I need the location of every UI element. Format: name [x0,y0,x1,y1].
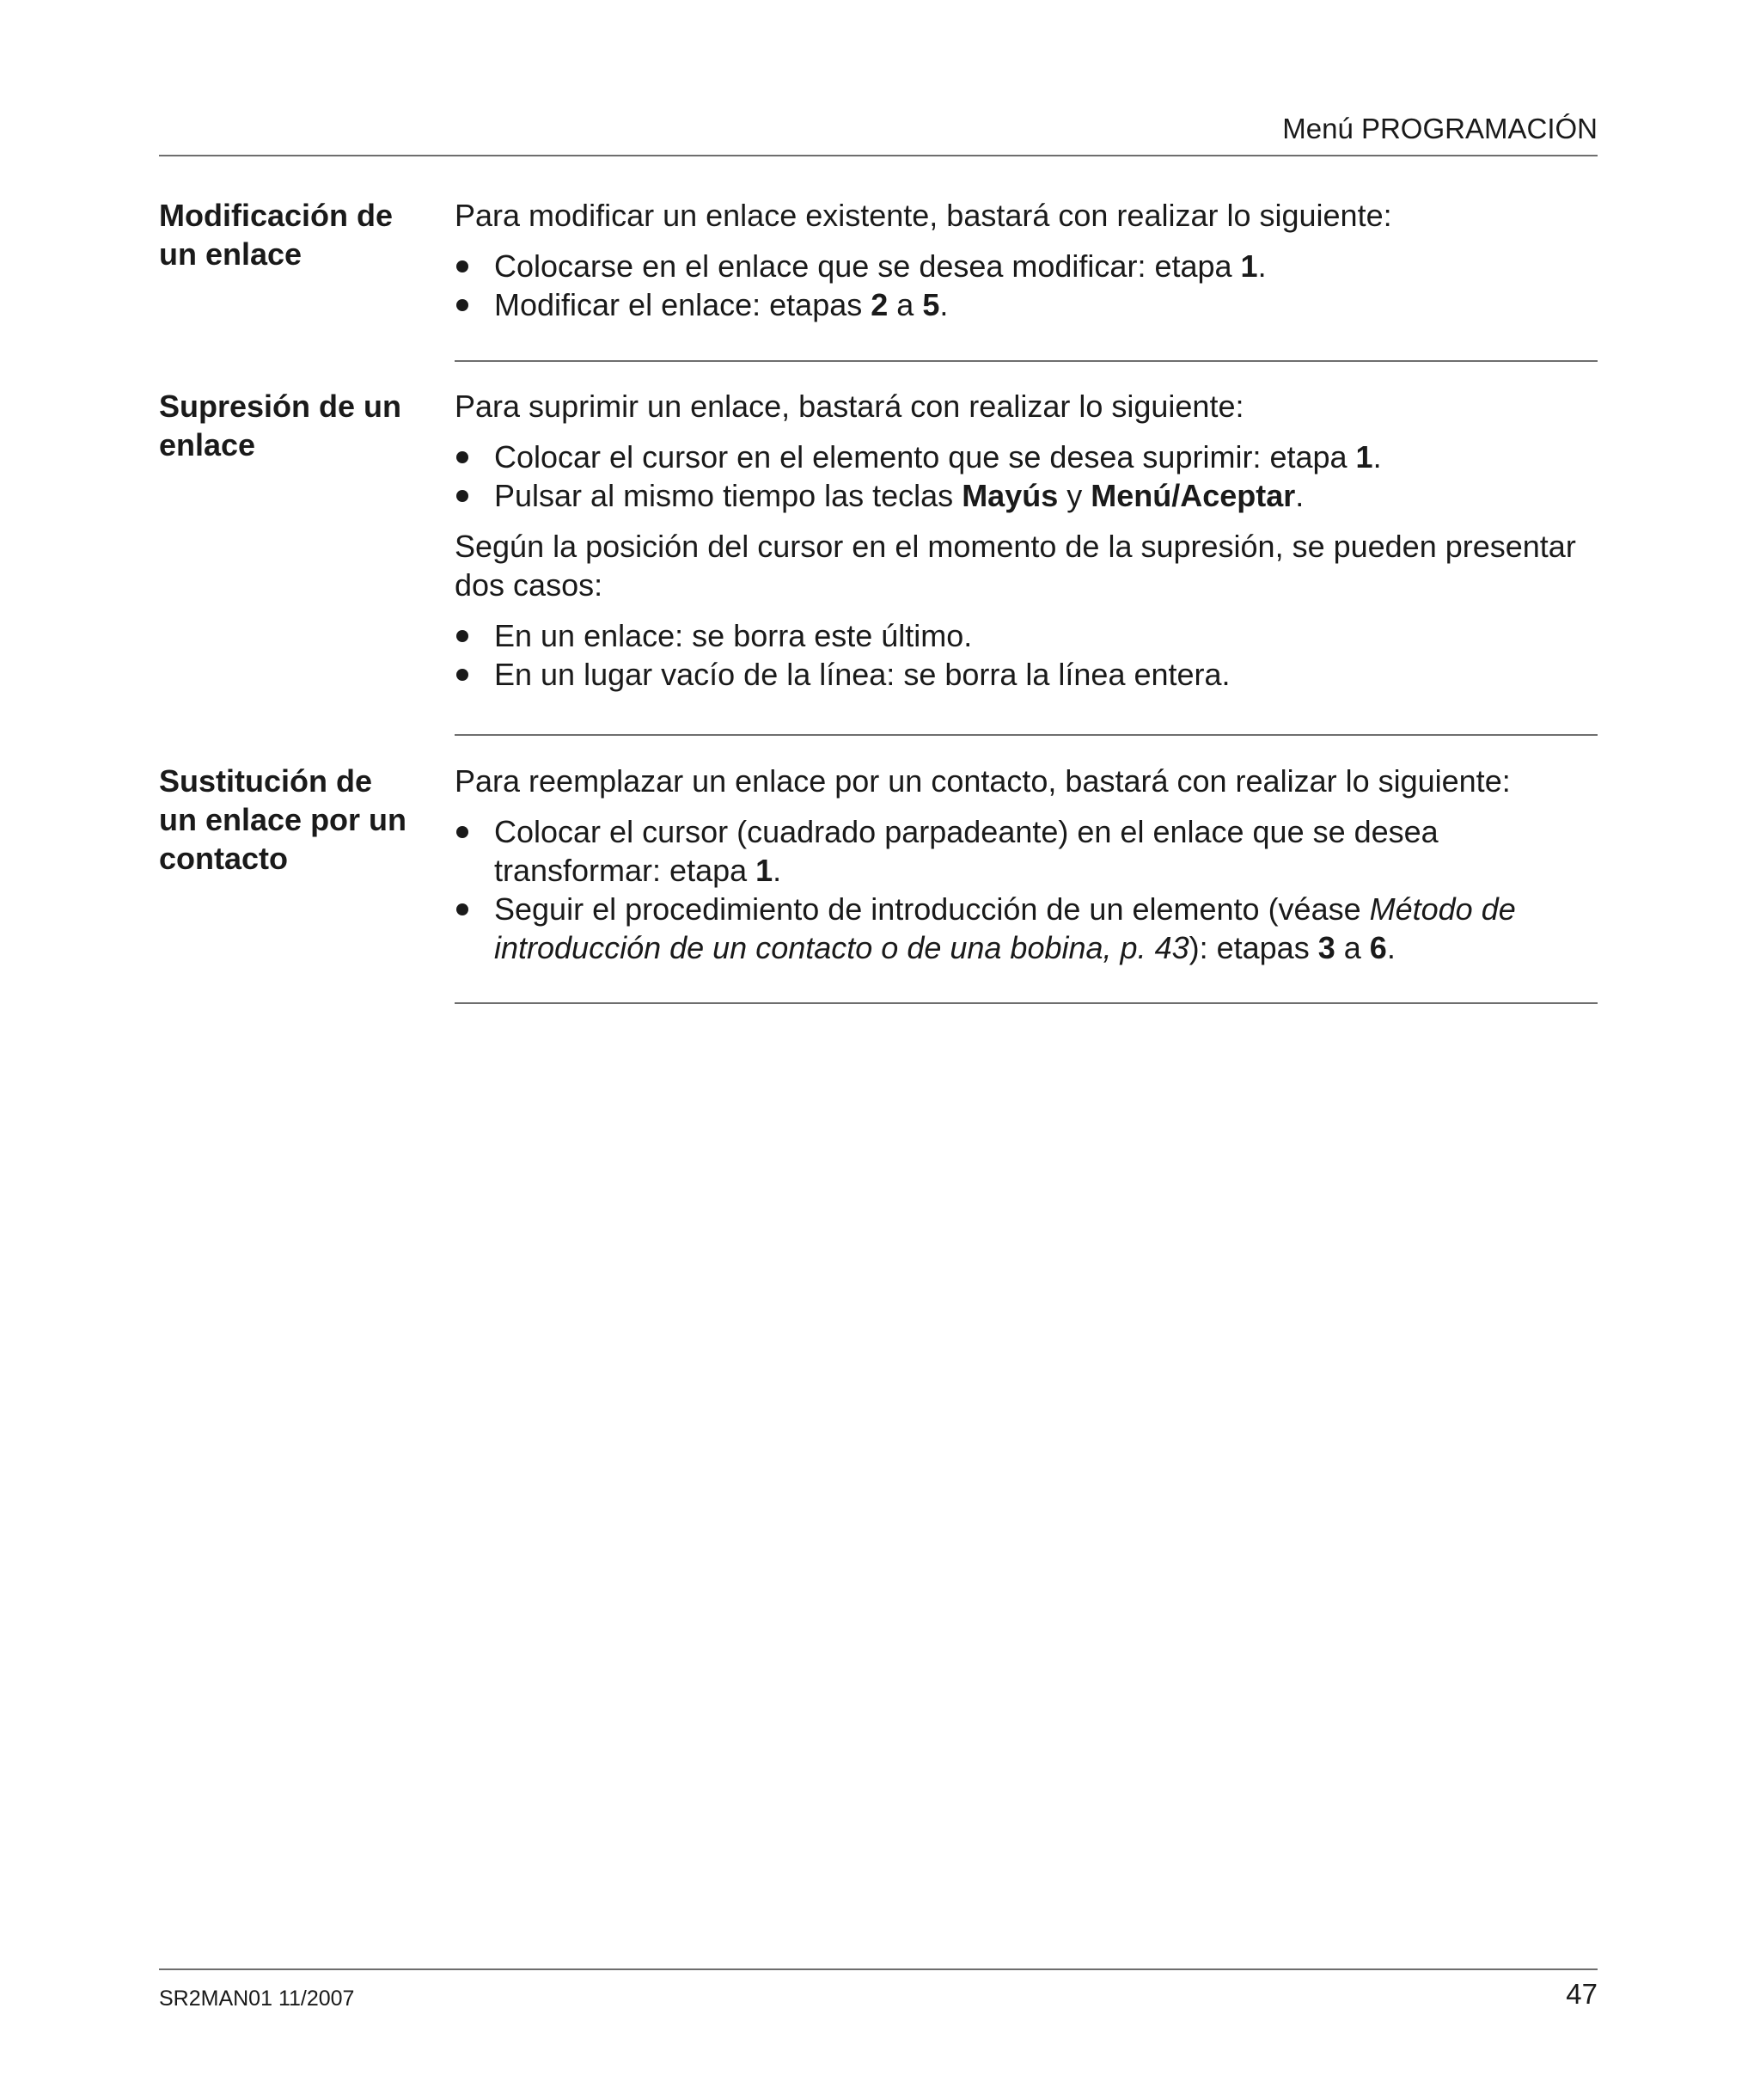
section-divider [455,734,1598,736]
section-heading-modificacion [159,196,434,273]
bullet-icon [456,490,468,502]
section-heading-supresion [159,387,434,464]
bullet-icon [456,669,468,681]
body-paragraph: Según la posición del cursor en el momento de la supresión, se pueden presentar dos casos: [455,529,1576,603]
bullet-list [455,438,1598,515]
heading-line: Supresión de un [159,389,402,424]
heading-line: un enlace [159,236,302,272]
bullet-icon [456,630,468,642]
bullet-icon [456,451,468,463]
heading-line: Modificación de [159,198,394,233]
bullet-icon [456,826,468,838]
heading-line: contacto [159,841,289,876]
bullet-icon [456,299,468,311]
list-item: Seguir el procedimiento de introducción de un elemento (véase Método de introducción de un contacto o de una bobina, p. 43): etapas 3 a 6. [455,890,1598,967]
bullet-list [455,247,1598,324]
list-item: Colocar el cursor (cuadrado parpadeante) en el enlace que se desea transformar: etapa 1. [455,812,1598,890]
heading-line: Sustitución de [159,763,373,799]
list-item: En un enlace: se borra este último. [455,616,1598,655]
list-item: Pulsar al mismo tiempo las teclas Mayús y Menú/Aceptar. [455,476,1598,515]
intro-paragraph: Para modificar un enlace existente, bastará con realizar lo siguiente: [455,198,1392,233]
footer-rule [159,1968,1598,1970]
cross-reference: Método de introducción de un contacto o de una bobina, p. 43 [494,891,1516,965]
section-divider [455,360,1598,362]
section-divider [455,1002,1598,1004]
intro-paragraph: Para reemplazar un enlace por un contacto, bastará con realizar lo siguiente: [455,763,1511,799]
intro-paragraph: Para suprimir un enlace, bastará con realizar lo siguiente: [455,389,1244,424]
list-item: Colocar el cursor en el elemento que se desea suprimir: etapa 1. [455,438,1598,476]
list-item: En un lugar vacío de la línea: se borra la línea entera. [455,655,1598,694]
header-rule [159,155,1598,156]
list-item: Colocarse en el enlace que se desea modificar: etapa 1. [455,247,1598,285]
section-body-sustitucion [455,762,1598,967]
section-body-supresion [455,387,1598,694]
section-body-modificacion [455,196,1598,324]
heading-line: un enlace por un [159,802,407,837]
bullet-icon [456,903,468,915]
heading-line: enlace [159,427,256,462]
page-number: 47 [1566,1978,1598,2010]
running-header: Menú PROGRAMACIÓN [1282,113,1598,144]
bullet-list [455,616,1598,694]
bullet-list [455,812,1598,967]
list-item: Modificar el enlace: etapas 2 a 5. [455,285,1598,324]
bullet-icon [456,260,468,272]
document-code: SR2MAN01 11/2007 [159,1987,355,2011]
section-heading-sustitucion [159,762,434,878]
